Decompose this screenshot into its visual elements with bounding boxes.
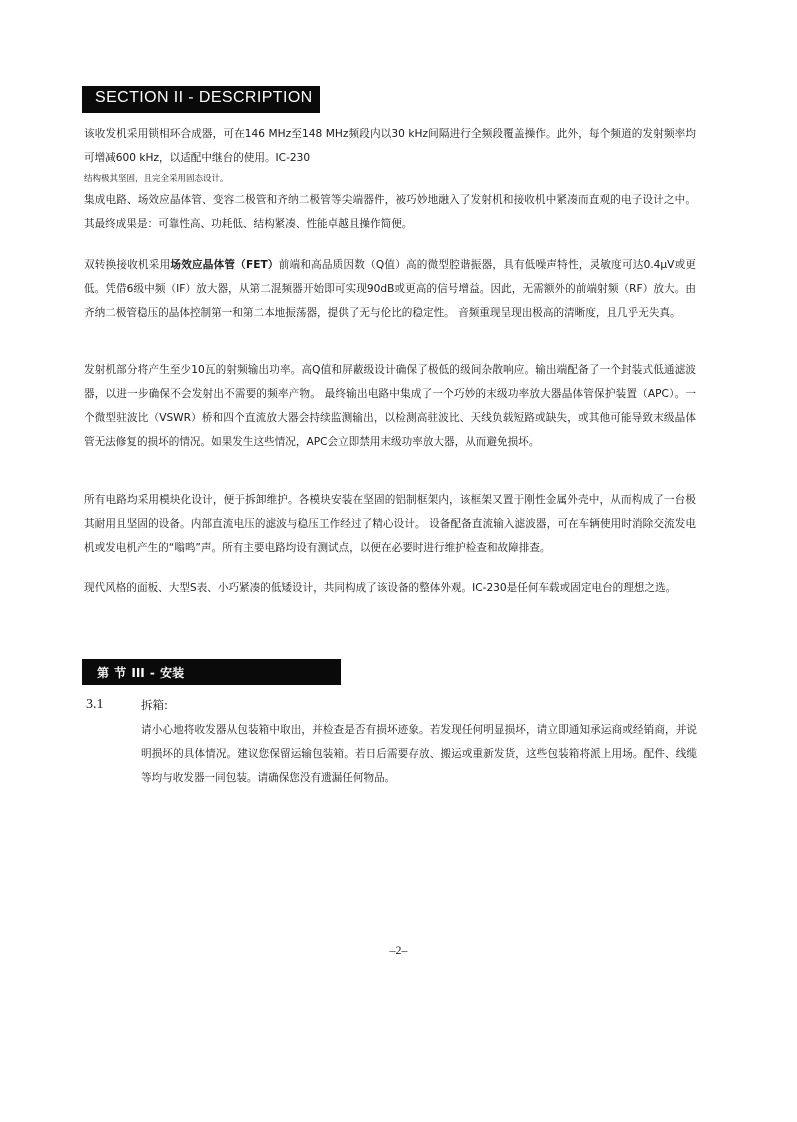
paragraph-transmitter: 发射机部分将产生至少10瓦的射频输出功率。高Q值和屏蔽级设计确保了极低的级间杂散响应。输出端配备了一个封装式低通滤波器，以进一步确保不会发射出不需要的频率产物。 最终输出电路中集成了一个巧妙的末级功率放大器晶体管保护装置（APC）。一个微型驻波比（VSWR）桥和四个直流放大器会持续监测输出，以检测高驻波比、天线负载短路或缺失，或其他可能导致末级晶体管无法修复的损坏的情况。如果发生这些情况，APC会立即禁用末级功率放大器，从而避免损坏。 — [84, 364, 696, 448]
section-iii-heading: 第 节 III - 安装 — [97, 666, 185, 680]
section-ii-heading: SECTION II - DESCRIPTION — [95, 89, 313, 106]
paragraph-unpacking: 请小心地将收发器从包装箱中取出，并检查是否有损坏迹象。若发现任何明显损坏，请立即通知承运商或经销商，并说明损坏的具体情况。建议您保留运输包装箱。若日后需要存放、搬运或重新发货，这些包装箱将派上用场。配件、线缆等均与收发器一同包装。请确保您没有遗漏任何物品。 — [141, 724, 697, 784]
paragraph-solid-state-note: 结构极其坚固，且完全采用固态设计。 — [84, 174, 229, 184]
receiver-text-lead: 双转换接收机采用 — [84, 259, 171, 271]
paragraph-synthesizer: 该收发机采用锁相环合成器，可在146 MHz至148 MHz频段内以30 kHz间隔进行全频段覆盖操作。此外，每个频道的发射频率均可增减600 kHz，以适配中继台的使用。IC-230 — [84, 128, 696, 164]
section-ii-heading-bar — [82, 86, 320, 113]
subsection-number: 3.1 — [86, 697, 104, 712]
receiver-text-bold: 场效应晶体管（FET） — [170, 259, 279, 271]
paragraph-receiver — [84, 253, 696, 325]
section-iii-heading-bar — [82, 659, 341, 685]
paragraph-modular-design: 所有电路均采用模块化设计，便于拆卸维护。各模块安装在坚固的铝制框架内，该框架又置于刚性金属外壳中，从而构成了一台极其耐用且坚固的设备。内部直流电压的滤波与稳压工作经过了精心设计。 设备配备直流输入滤波器，可在车辆使用时消除交流发电机或发电机产生的“嗡鸣”声。所有主要电路均设有测试点，以便在必要时进行维护检查和故障排查。 — [84, 494, 696, 554]
receiver-text-rest: 前端和高品质因数（Q值）高的微型腔谐振器，具有低噪声特性，灵敏度可达0.4μV或更低。凭借6级中频（IF）放大器，从第二混频器开始即可实现90dB或更高的信号增益。因此，无需额外的前端射频（RF）放大。由齐纳二极管稳压的晶体控制第一和第二本地振荡器，提供了无与伦比的稳定性。 音频重现呈现出极高的清晰度，且几乎无失真。 — [84, 259, 697, 319]
paragraph-appearance: 现代风格的面板、大型S表、小巧紧凑的低矮设计，共同构成了该设备的整体外观。IC-230是任何车载或固定电台的理想之选。 — [84, 582, 677, 594]
paragraph-components: 集成电路、场效应晶体管、变容二极管和齐纳二极管等尖端器件，被巧妙地融入了发射机和接收机中紧凑而直观的电子设计之中。其最终成果是：可靠性高、功耗低、结构紧凑、性能卓越且操作简便。 — [84, 194, 696, 230]
page-number: –2– — [389, 943, 408, 957]
subsection-title: 拆箱: — [141, 698, 168, 712]
